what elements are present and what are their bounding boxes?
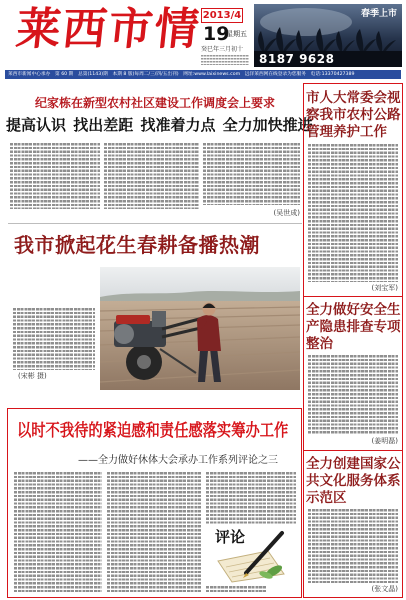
commentary-body-column-1 — [14, 472, 102, 593]
publication-info-text: 莱西市新闻中心承办 第 60 期 总第(1143)期 本期 8 版(每周二/三/四/五出刊) 网址:www.laixinews.com 远洋莱西网在线登录为您服务 电话:13370427389 — [8, 71, 355, 77]
masthead-logo: 莱西市情 — [13, 4, 204, 55]
advertisement-banner[interactable] — [254, 4, 402, 67]
lead-story-body-column-2 — [104, 143, 199, 209]
commentary-subheadline: ——全力做好休体大会承办工作系列评论之三 — [78, 455, 278, 466]
farmer-with-tractor-image — [100, 267, 300, 390]
masthead-info-text — [201, 55, 249, 65]
ad-phone-number: 8187 9628 — [259, 52, 335, 66]
sidebar-story-1-headline[interactable]: 市人大常委会视察我市农村公路管理养护工作 — [306, 90, 401, 140]
sidebar-divider — [304, 296, 402, 297]
commentary-body-column-2 — [107, 472, 201, 593]
commentary-body-end — [206, 586, 266, 593]
sidebar-story-3-byline: (张文晶) — [371, 585, 398, 593]
section-divider — [8, 223, 302, 224]
commentary-headline[interactable]: 以时不我待的紧迫感和责任感落实筹办工作 — [17, 421, 289, 441]
sidebar-story-3-body — [308, 509, 398, 583]
sidebar-story-1-byline: (刘宝军) — [371, 284, 398, 292]
publication-info-bar — [5, 70, 401, 79]
lead-story-kicker[interactable]: 纪家栋在新型农村社区建设工作调度会上要求 — [34, 96, 275, 110]
ad-slogan: 春季上市 — [360, 9, 397, 19]
issue-weekday: 星期五 — [226, 30, 247, 38]
sidebar-story-2-byline: (姜明磊) — [371, 437, 398, 445]
feature-story-headline[interactable]: 我市掀起花生春耕备播热潮 — [14, 233, 260, 257]
sidebar-story-1-body — [308, 144, 398, 282]
issue-day: 19 — [203, 23, 230, 45]
issue-year-month: 2013/4 — [202, 10, 242, 21]
feature-photo[interactable] — [100, 267, 300, 390]
lead-story-byline: (吴世成) — [273, 209, 300, 217]
lunar-date: 癸巳年三月初十 — [201, 46, 244, 53]
commentary-badge — [212, 527, 290, 583]
lead-story-body-column-3 — [203, 143, 300, 205]
commentary-body-column-3 — [206, 472, 296, 524]
photo-caption-text — [13, 308, 95, 370]
sidebar-story-3-headline[interactable]: 全力创建国家公共文化服务体系示范区 — [306, 456, 401, 506]
sidebar-story-2-body — [308, 355, 398, 435]
lead-story-headline[interactable]: 提高认识 找出差距 找准着力点 全力加快推进 — [6, 116, 313, 134]
sidebar-story-2-headline[interactable]: 全力做好安全生产隐患排查专项整治 — [306, 302, 401, 352]
photo-credit: (宋彬 摄) — [18, 372, 47, 380]
lead-story-body-column-1 — [10, 143, 100, 209]
commentary-badge-label: 评论 — [215, 528, 246, 546]
sidebar-divider — [304, 450, 402, 451]
